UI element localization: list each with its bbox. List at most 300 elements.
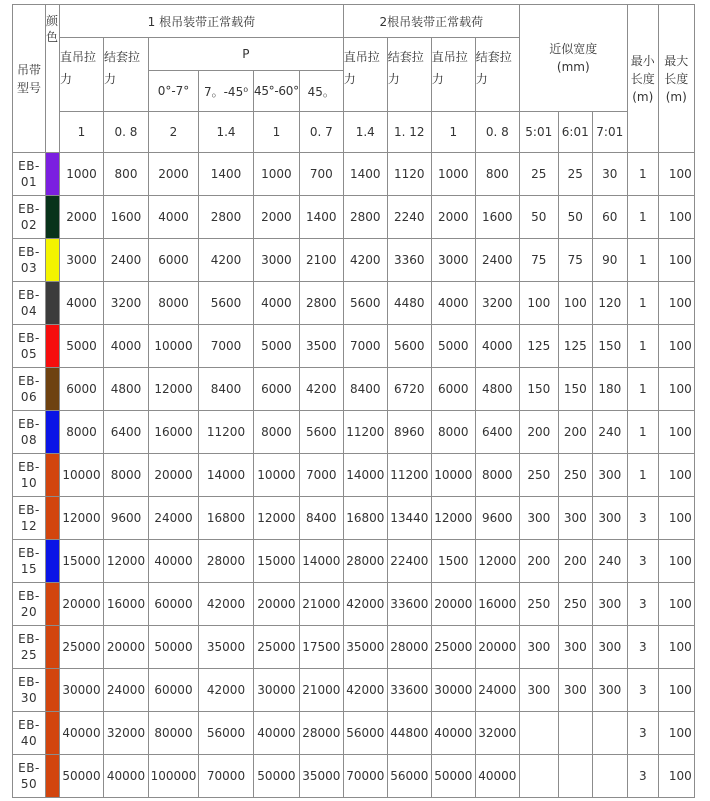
value-cell: 100 xyxy=(658,669,694,712)
value-cell: 14000 xyxy=(299,540,343,583)
header-double-straight-pull-2: 直吊拉力 xyxy=(431,38,475,112)
model-cell: EB- 25 xyxy=(13,626,46,669)
value-cell xyxy=(592,755,627,798)
table-wrapper xyxy=(12,4,695,798)
value-cell: 200 xyxy=(558,540,592,583)
value-cell: 4200 xyxy=(299,368,343,411)
value-cell: 4480 xyxy=(387,282,431,325)
header-double-choke-pull: 结套拉力 xyxy=(387,38,431,112)
value-cell: 250 xyxy=(558,583,592,626)
value-cell: 21000 xyxy=(299,583,343,626)
model-cell: EB- 20 xyxy=(13,583,46,626)
model-cell: EB- 12 xyxy=(13,497,46,540)
value-cell: 4000 xyxy=(431,282,475,325)
value-cell: 150 xyxy=(519,368,558,411)
header-color: 颜色 xyxy=(46,5,60,153)
value-cell: 1 xyxy=(627,454,658,497)
value-cell: 42000 xyxy=(199,583,254,626)
value-cell: 1000 xyxy=(431,153,475,196)
value-cell: 1 xyxy=(627,282,658,325)
value-cell: 5600 xyxy=(387,325,431,368)
value-cell: 28000 xyxy=(199,540,254,583)
value-cell: 8000 xyxy=(431,411,475,454)
value-cell: 6400 xyxy=(104,411,149,454)
header-min-length-label: 最小长度 xyxy=(630,53,655,86)
value-cell: 30 xyxy=(592,153,627,196)
value-cell: 7000 xyxy=(299,454,343,497)
value-cell: 300 xyxy=(558,626,592,669)
value-cell: 17500 xyxy=(299,626,343,669)
value-cell: 35000 xyxy=(199,626,254,669)
model-cell: EB- 03 xyxy=(13,239,46,282)
value-cell: 25 xyxy=(519,153,558,196)
value-cell: 24000 xyxy=(149,497,199,540)
value-cell: 3 xyxy=(627,497,658,540)
value-cell: 100 xyxy=(658,626,694,669)
value-cell: 75 xyxy=(519,239,558,282)
header-width-label: 近似宽度 xyxy=(549,42,598,56)
value-cell: 40000 xyxy=(254,712,300,755)
value-cell: 800 xyxy=(104,153,149,196)
value-cell: 100000 xyxy=(149,755,199,798)
model-cell: EB- 06 xyxy=(13,368,46,411)
factor-cell: 6:01 xyxy=(558,112,592,153)
value-cell: 100 xyxy=(658,583,694,626)
value-cell: 4200 xyxy=(199,239,254,282)
value-cell: 100 xyxy=(658,239,694,282)
value-cell xyxy=(592,712,627,755)
factor-cell: 5:01 xyxy=(519,112,558,153)
value-cell: 35000 xyxy=(343,626,387,669)
value-cell: 4200 xyxy=(343,239,387,282)
value-cell: 6000 xyxy=(149,239,199,282)
model-cell: EB- 02 xyxy=(13,196,46,239)
value-cell: 4000 xyxy=(60,282,104,325)
value-cell: 33600 xyxy=(387,583,431,626)
value-cell: 300 xyxy=(592,626,627,669)
value-cell: 60 xyxy=(592,196,627,239)
value-cell: 42000 xyxy=(199,669,254,712)
value-cell: 16800 xyxy=(343,497,387,540)
header-choke-pull: 结套拉力 xyxy=(104,38,149,112)
value-cell: 12000 xyxy=(475,540,519,583)
value-cell: 2000 xyxy=(60,196,104,239)
value-cell: 150 xyxy=(592,325,627,368)
value-cell: 1600 xyxy=(104,196,149,239)
value-cell: 3200 xyxy=(475,282,519,325)
value-cell: 6000 xyxy=(431,368,475,411)
value-cell: 100 xyxy=(658,411,694,454)
value-cell: 56000 xyxy=(387,755,431,798)
color-swatch xyxy=(46,755,60,798)
value-cell: 4000 xyxy=(254,282,300,325)
value-cell: 8000 xyxy=(104,454,149,497)
value-cell: 50000 xyxy=(149,626,199,669)
value-cell: 300 xyxy=(592,583,627,626)
value-cell: 35000 xyxy=(299,755,343,798)
color-swatch xyxy=(46,712,60,755)
value-cell: 3000 xyxy=(254,239,300,282)
value-cell: 120 xyxy=(592,282,627,325)
value-cell: 3 xyxy=(627,755,658,798)
value-cell: 800 xyxy=(475,153,519,196)
value-cell: 70000 xyxy=(199,755,254,798)
table-row xyxy=(13,325,695,368)
model-cell: EB- 50 xyxy=(13,755,46,798)
value-cell: 14000 xyxy=(343,454,387,497)
value-cell: 1600 xyxy=(475,196,519,239)
value-cell: 150 xyxy=(558,368,592,411)
color-swatch xyxy=(46,153,60,196)
value-cell: 12000 xyxy=(104,540,149,583)
value-cell: 300 xyxy=(519,626,558,669)
value-cell xyxy=(519,755,558,798)
value-cell: 7000 xyxy=(199,325,254,368)
value-cell: 100 xyxy=(658,325,694,368)
value-cell: 14000 xyxy=(199,454,254,497)
value-cell: 1400 xyxy=(343,153,387,196)
value-cell: 5600 xyxy=(299,411,343,454)
value-cell: 3 xyxy=(627,669,658,712)
value-cell: 15000 xyxy=(60,540,104,583)
value-cell: 20000 xyxy=(149,454,199,497)
table-row xyxy=(13,626,695,669)
value-cell: 10000 xyxy=(254,454,300,497)
value-cell: 50 xyxy=(558,196,592,239)
value-cell: 5600 xyxy=(343,282,387,325)
value-cell: 3 xyxy=(627,626,658,669)
table-row xyxy=(13,669,695,712)
color-swatch xyxy=(46,540,60,583)
value-cell: 40000 xyxy=(431,712,475,755)
value-cell: 32000 xyxy=(104,712,149,755)
value-cell: 100 xyxy=(558,282,592,325)
value-cell: 8000 xyxy=(254,411,300,454)
value-cell: 5000 xyxy=(431,325,475,368)
value-cell: 16800 xyxy=(199,497,254,540)
value-cell: 1 xyxy=(627,239,658,282)
header-width xyxy=(519,5,627,112)
value-cell: 4000 xyxy=(149,196,199,239)
value-cell: 12000 xyxy=(60,497,104,540)
header-single-sling: 1 根吊装带正常载荷 xyxy=(60,5,344,38)
header-double-sling: 2根吊装带正常载荷 xyxy=(343,5,519,38)
value-cell: 3500 xyxy=(299,325,343,368)
header-double-straight-pull: 直吊拉力 xyxy=(343,38,387,112)
value-cell: 70000 xyxy=(343,755,387,798)
model-cell: EB- 01 xyxy=(13,153,46,196)
value-cell xyxy=(558,755,592,798)
color-swatch xyxy=(46,196,60,239)
table-row xyxy=(13,712,695,755)
value-cell: 42000 xyxy=(343,669,387,712)
value-cell: 4000 xyxy=(104,325,149,368)
value-cell: 15000 xyxy=(254,540,300,583)
value-cell: 100 xyxy=(519,282,558,325)
value-cell: 11200 xyxy=(343,411,387,454)
color-swatch xyxy=(46,497,60,540)
value-cell: 13440 xyxy=(387,497,431,540)
value-cell: 24000 xyxy=(104,669,149,712)
value-cell: 6720 xyxy=(387,368,431,411)
table-row xyxy=(13,411,695,454)
value-cell: 100 xyxy=(658,368,694,411)
header-width-unit: (mm) xyxy=(556,60,590,74)
value-cell: 240 xyxy=(592,540,627,583)
value-cell: 44800 xyxy=(387,712,431,755)
value-cell xyxy=(519,712,558,755)
value-cell: 1400 xyxy=(299,196,343,239)
color-swatch xyxy=(46,325,60,368)
value-cell: 2000 xyxy=(149,153,199,196)
value-cell: 42000 xyxy=(343,583,387,626)
value-cell: 10000 xyxy=(431,454,475,497)
value-cell: 125 xyxy=(519,325,558,368)
value-cell: 240 xyxy=(592,411,627,454)
value-cell: 3200 xyxy=(104,282,149,325)
value-cell: 25000 xyxy=(431,626,475,669)
value-cell: 56000 xyxy=(343,712,387,755)
value-cell: 10000 xyxy=(149,325,199,368)
color-swatch xyxy=(46,626,60,669)
value-cell: 50000 xyxy=(254,755,300,798)
table-row xyxy=(13,196,695,239)
value-cell: 20000 xyxy=(104,626,149,669)
value-cell: 1000 xyxy=(60,153,104,196)
table-row xyxy=(13,454,695,497)
value-cell: 11200 xyxy=(199,411,254,454)
value-cell: 90 xyxy=(592,239,627,282)
header-max-length-unit: (m) xyxy=(665,89,687,104)
value-cell: 125 xyxy=(558,325,592,368)
value-cell: 8000 xyxy=(475,454,519,497)
header-angle-7-45: 7。-45⁰ xyxy=(199,71,254,112)
value-cell: 300 xyxy=(592,497,627,540)
value-cell: 100 xyxy=(658,153,694,196)
value-cell: 16000 xyxy=(475,583,519,626)
value-cell: 250 xyxy=(558,454,592,497)
value-cell: 100 xyxy=(658,755,694,798)
color-swatch xyxy=(46,239,60,282)
value-cell: 32000 xyxy=(475,712,519,755)
value-cell: 2100 xyxy=(299,239,343,282)
value-cell: 40000 xyxy=(104,755,149,798)
value-cell: 3000 xyxy=(60,239,104,282)
value-cell: 100 xyxy=(658,282,694,325)
value-cell: 8000 xyxy=(60,411,104,454)
value-cell: 1120 xyxy=(387,153,431,196)
value-cell: 24000 xyxy=(475,669,519,712)
factor-cell: 0. 8 xyxy=(104,112,149,153)
value-cell: 300 xyxy=(558,669,592,712)
value-cell: 12000 xyxy=(431,497,475,540)
value-cell: 50000 xyxy=(431,755,475,798)
table-row xyxy=(13,282,695,325)
value-cell: 50000 xyxy=(60,755,104,798)
value-cell: 6400 xyxy=(475,411,519,454)
value-cell: 8400 xyxy=(199,368,254,411)
value-cell: 20000 xyxy=(431,583,475,626)
color-swatch xyxy=(46,368,60,411)
value-cell: 2000 xyxy=(431,196,475,239)
value-cell: 3 xyxy=(627,540,658,583)
value-cell: 22400 xyxy=(387,540,431,583)
value-cell: 4800 xyxy=(475,368,519,411)
value-cell: 9600 xyxy=(475,497,519,540)
value-cell: 1400 xyxy=(199,153,254,196)
value-cell: 700 xyxy=(299,153,343,196)
value-cell: 2800 xyxy=(199,196,254,239)
factor-cell: 7:01 xyxy=(592,112,627,153)
color-swatch xyxy=(46,669,60,712)
table-row xyxy=(13,239,695,282)
model-cell: EB- 10 xyxy=(13,454,46,497)
factor-cell: 0. 7 xyxy=(299,112,343,153)
value-cell: 200 xyxy=(519,411,558,454)
value-cell: 5600 xyxy=(199,282,254,325)
value-cell: 1 xyxy=(627,153,658,196)
value-cell: 6000 xyxy=(60,368,104,411)
value-cell: 200 xyxy=(558,411,592,454)
value-cell: 200 xyxy=(519,540,558,583)
color-swatch xyxy=(46,411,60,454)
value-cell: 40000 xyxy=(60,712,104,755)
color-swatch xyxy=(46,282,60,325)
model-cell: EB- 30 xyxy=(13,669,46,712)
model-cell: EB- 05 xyxy=(13,325,46,368)
value-cell: 300 xyxy=(592,669,627,712)
value-cell: 40000 xyxy=(475,755,519,798)
value-cell: 3000 xyxy=(431,239,475,282)
value-cell: 20000 xyxy=(60,583,104,626)
value-cell: 11200 xyxy=(387,454,431,497)
value-cell: 8400 xyxy=(343,368,387,411)
header-max-length xyxy=(658,5,694,153)
value-cell: 5000 xyxy=(60,325,104,368)
value-cell: 1000 xyxy=(254,153,300,196)
value-cell: 20000 xyxy=(475,626,519,669)
value-cell: 20000 xyxy=(254,583,300,626)
value-cell: 3 xyxy=(627,583,658,626)
value-cell: 75 xyxy=(558,239,592,282)
value-cell: 100 xyxy=(658,196,694,239)
factor-cell: 1.4 xyxy=(199,112,254,153)
value-cell: 8960 xyxy=(387,411,431,454)
value-cell: 4800 xyxy=(104,368,149,411)
header-angle-45-60: 45°-60° xyxy=(254,71,300,112)
value-cell: 250 xyxy=(519,583,558,626)
factor-cell: 1. 12 xyxy=(387,112,431,153)
model-cell: EB- 15 xyxy=(13,540,46,583)
factor-cell: 2 xyxy=(149,112,199,153)
value-cell: 30000 xyxy=(254,669,300,712)
value-cell: 60000 xyxy=(149,583,199,626)
model-cell: EB- 04 xyxy=(13,282,46,325)
table-row xyxy=(13,755,695,798)
table-row xyxy=(13,153,695,196)
value-cell: 25000 xyxy=(254,626,300,669)
value-cell: 25 xyxy=(558,153,592,196)
value-cell: 80000 xyxy=(149,712,199,755)
header-min-length xyxy=(627,5,658,153)
value-cell: 28000 xyxy=(387,626,431,669)
value-cell: 12000 xyxy=(149,368,199,411)
sling-load-table xyxy=(12,4,695,798)
table-row xyxy=(13,583,695,626)
value-cell: 8000 xyxy=(149,282,199,325)
value-cell: 250 xyxy=(519,454,558,497)
value-cell: 2240 xyxy=(387,196,431,239)
value-cell: 33600 xyxy=(387,669,431,712)
value-cell: 3360 xyxy=(387,239,431,282)
value-cell: 2000 xyxy=(254,196,300,239)
header-angle-45: 45。 xyxy=(299,71,343,112)
value-cell: 100 xyxy=(658,540,694,583)
header-double-choke-pull-2: 结套拉力 xyxy=(475,38,519,112)
factor-cell: 0. 8 xyxy=(475,112,519,153)
value-cell: 7000 xyxy=(343,325,387,368)
value-cell: 28000 xyxy=(299,712,343,755)
value-cell: 9600 xyxy=(104,497,149,540)
value-cell: 300 xyxy=(592,454,627,497)
value-cell: 30000 xyxy=(60,669,104,712)
value-cell: 100 xyxy=(658,454,694,497)
value-cell: 21000 xyxy=(299,669,343,712)
table-row xyxy=(13,497,695,540)
value-cell: 16000 xyxy=(149,411,199,454)
color-swatch xyxy=(46,454,60,497)
value-cell: 16000 xyxy=(104,583,149,626)
factor-cell: 1.4 xyxy=(343,112,387,153)
value-cell: 50 xyxy=(519,196,558,239)
value-cell: 180 xyxy=(592,368,627,411)
table-row xyxy=(13,540,695,583)
value-cell: 2800 xyxy=(343,196,387,239)
value-cell: 60000 xyxy=(149,669,199,712)
model-cell: EB- 08 xyxy=(13,411,46,454)
color-swatch xyxy=(46,583,60,626)
value-cell: 5000 xyxy=(254,325,300,368)
value-cell: 300 xyxy=(519,497,558,540)
value-cell: 1500 xyxy=(431,540,475,583)
value-cell: 2400 xyxy=(104,239,149,282)
value-cell: 100 xyxy=(658,712,694,755)
factor-cell: 1 xyxy=(431,112,475,153)
header-min-length-unit: (m) xyxy=(632,89,654,104)
header-p: P xyxy=(149,38,344,71)
value-cell: 3 xyxy=(627,712,658,755)
value-cell: 12000 xyxy=(254,497,300,540)
value-cell: 56000 xyxy=(199,712,254,755)
value-cell: 6000 xyxy=(254,368,300,411)
table-row xyxy=(13,368,695,411)
value-cell: 1 xyxy=(627,325,658,368)
value-cell: 4000 xyxy=(475,325,519,368)
value-cell: 300 xyxy=(558,497,592,540)
factor-cell: 1 xyxy=(60,112,104,153)
value-cell: 1 xyxy=(627,196,658,239)
value-cell: 10000 xyxy=(60,454,104,497)
value-cell: 100 xyxy=(658,497,694,540)
value-cell: 1 xyxy=(627,368,658,411)
value-cell: 25000 xyxy=(60,626,104,669)
value-cell: 2800 xyxy=(299,282,343,325)
value-cell: 300 xyxy=(519,669,558,712)
value-cell: 8400 xyxy=(299,497,343,540)
header-straight-pull: 直吊拉力 xyxy=(60,38,104,112)
header-angle-0-7: 0°-7° xyxy=(149,71,199,112)
value-cell: 1 xyxy=(627,411,658,454)
